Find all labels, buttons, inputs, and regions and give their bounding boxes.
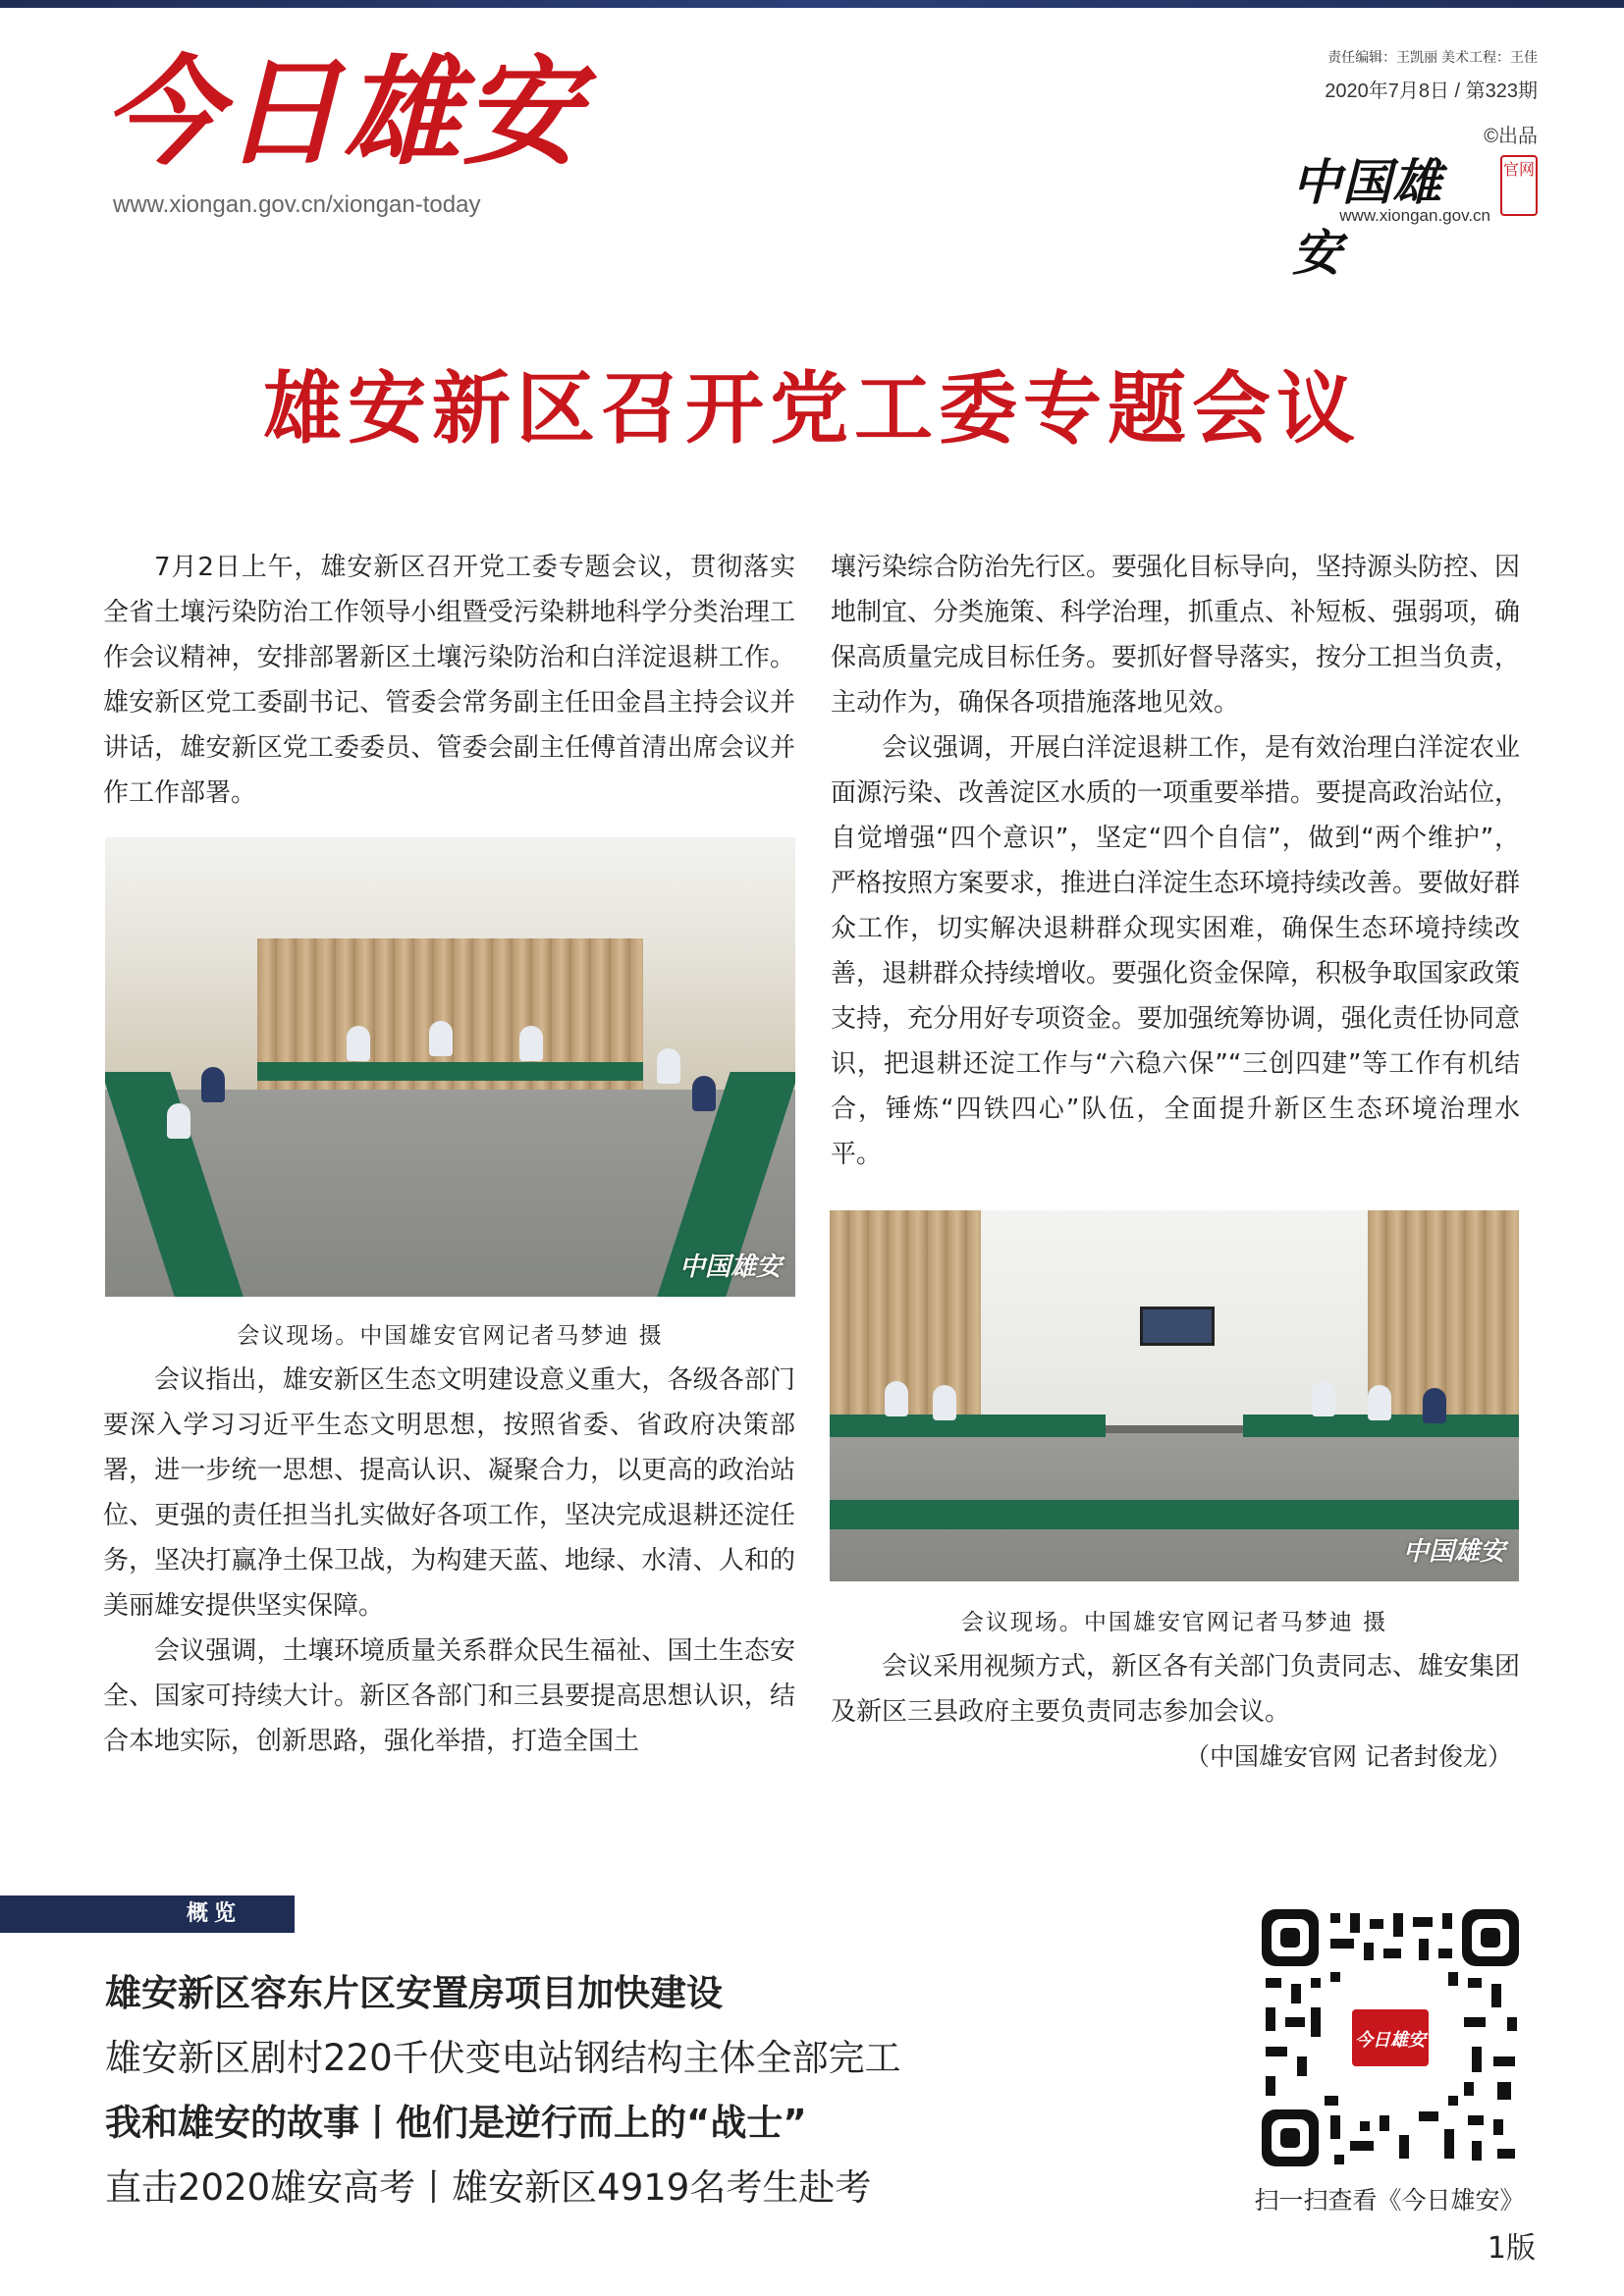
overview-link[interactable]: 雄安新区剧村220千伏变电站钢结构主体全部完工 bbox=[105, 2037, 901, 2079]
article-column-right-lower bbox=[831, 1644, 1520, 1780]
photo-caption: 会议现场。中国雄安官网记者马梦迪 摄 bbox=[237, 1323, 664, 1349]
photo-person bbox=[429, 1021, 453, 1056]
overview-link[interactable]: 雄安新区容东片区安置房项目加快建设 bbox=[105, 1972, 723, 2014]
caption-2-wrap bbox=[830, 1604, 1519, 1636]
photo-table bbox=[830, 1500, 1519, 1529]
issue-date: 2020年7月8日 / 第323期 bbox=[1325, 80, 1538, 102]
publisher-brand bbox=[1292, 120, 1538, 282]
article-paragraph: 会议强调，土壤环境质量关系群众民生福祉、国土生态安全、国家可持续大计。新区各部门和三县要提高思想认识，结合本地实际，创新思路，强化举措，打造全国土 bbox=[103, 1636, 795, 1756]
masthead-title: 今日雄安 bbox=[103, 43, 582, 182]
article-paragraph: 会议采用视频方式，新区各有关部门负责同志、雄安集团及新区三县政府主要负责同志参加会议。 bbox=[831, 1652, 1521, 1727]
photo-person bbox=[1423, 1388, 1446, 1423]
masthead bbox=[103, 43, 582, 219]
masthead-url: www.xiongan.gov.cn/xiongan-today bbox=[113, 191, 481, 218]
publisher-logo: 中国雄安 bbox=[1292, 153, 1442, 282]
article-headline: 雄安新区召开党工委专题会议 bbox=[263, 362, 1361, 454]
article-column-right bbox=[831, 545, 1520, 1177]
photo-screen bbox=[1140, 1307, 1215, 1346]
article-photo-2 bbox=[830, 1210, 1519, 1581]
qr-center-label: 今日雄安 bbox=[1355, 2030, 1426, 2051]
publisher-url: www.xiongan.gov.cn bbox=[1339, 206, 1490, 225]
photo-caption: 会议现场。中国雄安官网记者马梦迪 摄 bbox=[960, 1610, 1388, 1635]
qr-code-graphic bbox=[1262, 1909, 1519, 2166]
caption-1-wrap bbox=[105, 1317, 795, 1350]
photo-person bbox=[692, 1076, 716, 1111]
article-column-left bbox=[103, 545, 795, 816]
photo-person bbox=[1312, 1381, 1335, 1416]
photo-table bbox=[257, 1062, 644, 1081]
article-byline: （中国雄安官网 记者封俊龙） bbox=[1185, 1742, 1512, 1771]
article-paragraph: 壤污染综合防治先行区。要强化目标导向，坚持源头防控、因地制宜、分类施策、科学治理，抓重点、补短板、强弱项，确保高质量完成目标任务。要抓好督导落实，按分工担当负责，主动作为，确保各项措施落地见效。 bbox=[831, 553, 1521, 718]
photo-person bbox=[657, 1048, 680, 1084]
top-color-bar bbox=[0, 0, 1624, 8]
article-paragraph: 会议指出，雄安新区生态文明建设意义重大，各级各部门要深入学习习近平生态文明思想，按照省委、省政府决策部署，进一步统一思想、提高认识、凝聚合力，以更高的政治站位、更强的责任担当扎实做好各项工作，坚决完成退耕还淀任务，坚决打赢净土保卫战，为构建天蓝、地绿、水清、人和的美丽雄安提供坚实保障。 bbox=[103, 1365, 795, 1621]
photo-watermark: 中国雄安 bbox=[678, 1253, 782, 1282]
article-paragraph: 7月2日上午，雄安新区召开党工委专题会议，贯彻落实全省土壤污染防治工作领导小组暨受污染耕地科学分类治理工作会议精神，安排部署新区土壤污染防治和白洋淀退耕工作。雄安新区党工委副书记、管委会常务副主任田金昌主持会议并讲话，雄安新区党工委委员、管委会副主任傅首清出席会议并作工作部署。 bbox=[103, 553, 795, 808]
publisher-label: ©出品 bbox=[1484, 126, 1538, 147]
photo-person bbox=[933, 1385, 956, 1420]
photo-person bbox=[167, 1103, 190, 1139]
photo-person bbox=[519, 1026, 543, 1061]
qr-code[interactable] bbox=[1262, 1909, 1519, 2166]
photo-person bbox=[201, 1067, 225, 1102]
overview-link[interactable]: 直击2020雄安高考丨雄安新区4919名考生赴考 bbox=[105, 2166, 872, 2209]
article-photo-1 bbox=[105, 837, 795, 1297]
overview-list bbox=[105, 1961, 989, 2220]
editor-line: 责任编辑：王凯丽 美术工程：王佳 bbox=[1327, 49, 1538, 65]
article-paragraph: 会议强调，开展白洋淀退耕工作，是有效治理白洋淀农业面源污染、改善淀区水质的一项重要举措。要提高政治站位，自觉增强“四个意识”，坚定“四个自信”，做到“两个维护”，严格按照方案要求，推进白洋淀生态环境持续改善。要做好群众工作，切实解决退耕群众现实困难，确保生态环境持续改善，退耕群众持续增收。要强化资金保障，积极争取国家政策支持，充分用好专项资金。要加强统筹协调，强化责任协同意识，把退耕还淀工作与“六稳六保”“三创四建”等工作有机结合，锤炼“四铁四心”队伍，全面提升新区生态环境治理水平。 bbox=[831, 733, 1521, 1169]
issue-meta bbox=[1325, 47, 1538, 103]
photo-table bbox=[830, 1415, 1106, 1437]
page-number: 1版 bbox=[1487, 2231, 1536, 2266]
photo-person bbox=[885, 1381, 908, 1416]
overview-tab bbox=[0, 1896, 295, 1933]
photo-person bbox=[1368, 1385, 1391, 1420]
overview-link[interactable]: 我和雄安的故事丨他们是逆行而上的“战士” bbox=[105, 2102, 807, 2144]
photo-watermark: 中国雄安 bbox=[1402, 1537, 1505, 1567]
publisher-seal: 官网 bbox=[1500, 155, 1538, 216]
qr-caption: 扫一扫查看《今日雄安》 bbox=[1254, 2186, 1525, 2215]
overview-tab-label: 概览 bbox=[187, 1901, 243, 1926]
photo-person bbox=[347, 1026, 370, 1061]
article-column-left-lower bbox=[103, 1358, 795, 1764]
